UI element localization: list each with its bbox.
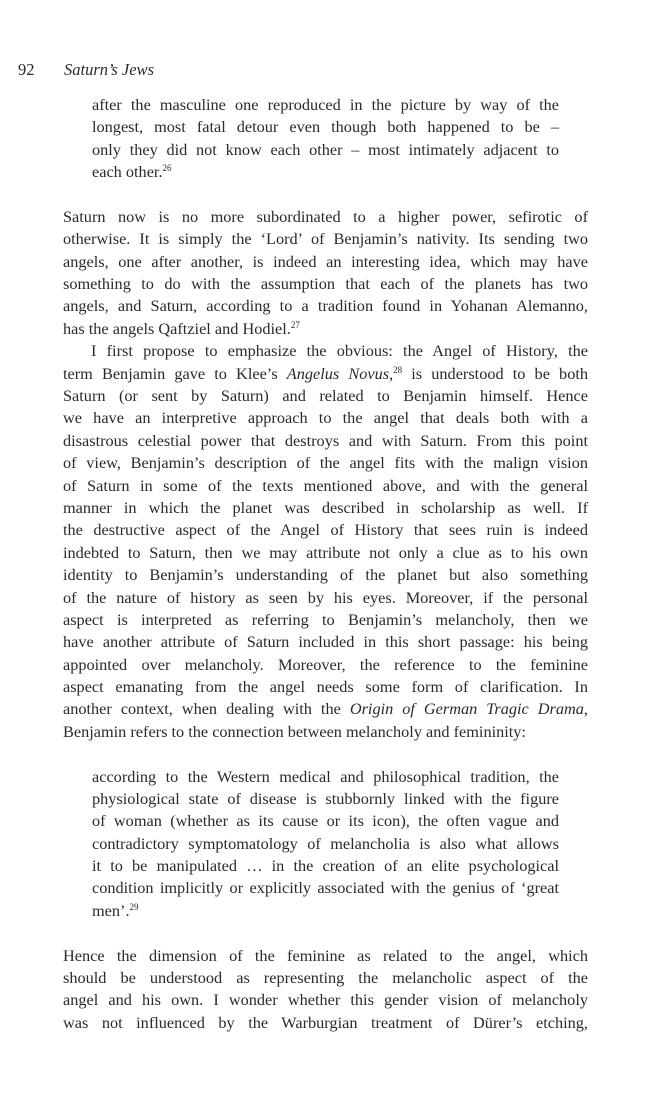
text-run: angels, and Saturn, according to a tradition found in Yohanan Alemanno, bbox=[63, 296, 588, 316]
text-line bbox=[63, 206, 588, 228]
text-run: of Saturn in some of the texts mentioned above, and with the general bbox=[63, 475, 588, 495]
text-run: of the nature of history as seen by his eyes. Moreover, if the personal bbox=[63, 587, 588, 607]
text-line bbox=[63, 519, 588, 541]
text-line bbox=[63, 989, 588, 1011]
footnote-marker: 28 bbox=[393, 364, 403, 375]
running-header bbox=[18, 58, 154, 82]
text-line bbox=[63, 676, 588, 698]
text-line bbox=[92, 766, 559, 788]
text-run: disastrous celestial power that destroys and with Saturn. From this point bbox=[63, 430, 588, 450]
text-line bbox=[92, 116, 559, 138]
text-run: physiological state of disease is stubbornly linked with the figure bbox=[92, 788, 559, 808]
text-line bbox=[63, 542, 588, 564]
text-run: of view, Benjamin’s description of the angel fits with the malign vision bbox=[63, 453, 588, 473]
text-run: contradictory symptomatology of melancholia is also what allows bbox=[92, 833, 559, 853]
text-line bbox=[63, 430, 588, 452]
text-run: after the masculine one reproduced in the picture by way of the bbox=[92, 95, 559, 114]
text-run: is understood to be both bbox=[402, 363, 588, 383]
text-run: something to do with the assumption that each of the planets has two bbox=[63, 274, 588, 294]
text-line bbox=[63, 721, 588, 743]
text-run: the destructive aspect of the Angel of History that sees ruin is indeed bbox=[63, 520, 588, 540]
text-line bbox=[63, 497, 588, 519]
text-run: Saturn (or sent by Saturn) and related to Benjamin himself. Hence bbox=[63, 385, 588, 405]
text-line bbox=[92, 94, 559, 116]
text-line bbox=[92, 855, 559, 877]
text-line bbox=[63, 631, 588, 653]
text-line bbox=[63, 698, 588, 720]
paragraph bbox=[63, 206, 588, 340]
text-run: manner in which the planet was described in scholarship as well. If bbox=[63, 497, 588, 517]
text-line bbox=[63, 228, 588, 250]
text-run: angels, one after another, is indeed an interesting idea, which may have bbox=[63, 251, 588, 271]
text-run: term Benjamin gave to Klee’s bbox=[63, 363, 287, 383]
text-line bbox=[63, 407, 588, 429]
text-run: , bbox=[583, 699, 588, 719]
text-line bbox=[92, 877, 559, 899]
text-line bbox=[63, 385, 588, 407]
text-run: Saturn now is no more subordinated to a higher power, sefirotic of bbox=[63, 206, 588, 226]
text-run: have another attribute of Saturn included in this short passage: his being bbox=[63, 632, 588, 652]
footnote-marker: 29 bbox=[129, 901, 139, 912]
italic-title: Origin of German Tragic Drama bbox=[349, 699, 584, 719]
text-line bbox=[63, 273, 588, 295]
text-line bbox=[63, 363, 588, 385]
text-line bbox=[63, 295, 588, 317]
text-run: aspect emanating from the angel needs some form of clarification. In bbox=[63, 677, 588, 697]
text-run: of woman (whether as its cause or its icon), the often vague and bbox=[92, 811, 559, 831]
italic-title: Angelus Novus bbox=[286, 363, 390, 383]
text-run: aspect is interpreted as referring to Benjamin’s melancholy, then we bbox=[63, 609, 588, 629]
paragraph-gap bbox=[63, 184, 588, 206]
block-quote bbox=[92, 94, 559, 184]
text-run: we have an interpretive approach to the angel that deals both with a bbox=[63, 408, 588, 428]
text-run: each other. bbox=[92, 162, 163, 182]
text-run: men’. bbox=[92, 900, 130, 920]
text-run: longest, most fatal detour even though both happened to be – bbox=[92, 117, 559, 137]
text-line bbox=[63, 1012, 588, 1034]
text-run: Benjamin refers to the connection between melancholy and femininity: bbox=[63, 721, 526, 741]
text-run: identity to Benjamin’s understanding of the planet but also something bbox=[63, 565, 588, 585]
text-run: was not influenced by the Warburgian treatment of Dürer’s etching, bbox=[63, 1012, 588, 1032]
page-body bbox=[63, 94, 588, 1034]
text-run: has the angels Qaftziel and Hodiel. bbox=[63, 318, 291, 338]
text-run: condition implicitly or explicitly associated with the genius of ‘great bbox=[92, 878, 559, 898]
text-line bbox=[63, 251, 588, 273]
text-run: should be understood as representing the melancholic aspect of the bbox=[63, 967, 588, 987]
text-run: another context, when dealing with the bbox=[63, 699, 350, 719]
text-run: , bbox=[389, 363, 394, 383]
text-run: Hence the dimension of the feminine as related to the angel, which bbox=[63, 945, 588, 965]
paragraph bbox=[63, 340, 588, 743]
paragraph bbox=[63, 945, 588, 1035]
text-line bbox=[63, 609, 588, 631]
footnote-marker: 27 bbox=[290, 319, 300, 330]
text-line bbox=[92, 810, 559, 832]
text-line bbox=[63, 967, 588, 989]
text-line bbox=[63, 475, 588, 497]
text-line bbox=[92, 788, 559, 810]
text-line bbox=[63, 654, 588, 676]
text-run: indebted to Saturn, then we may attribute not only a clue as to his own bbox=[63, 542, 588, 562]
text-line bbox=[63, 452, 588, 474]
paragraph-gap bbox=[63, 922, 588, 944]
text-line bbox=[92, 161, 559, 183]
text-run: only they did not know each other – most intimately adjacent to bbox=[92, 139, 559, 159]
text-line bbox=[92, 833, 559, 855]
text-run: I first propose to emphasize the obvious: the Angel of History, the bbox=[91, 341, 588, 361]
text-line bbox=[63, 945, 588, 967]
text-run: appointed over melancholy. Moreover, the reference to the feminine bbox=[63, 654, 588, 674]
paragraph-gap bbox=[63, 743, 588, 765]
text-line bbox=[63, 587, 588, 609]
text-run: according to the Western medical and philosophical tradition, the bbox=[92, 766, 559, 786]
text-run: otherwise. It is simply the ‘Lord’ of Benjamin’s nativity. Its sending two bbox=[63, 229, 588, 249]
running-title: Saturn’s Jews bbox=[64, 60, 154, 79]
text-run: angel and his own. I wonder whether this gender vision of melancholy bbox=[63, 990, 588, 1010]
text-line bbox=[92, 139, 559, 161]
footnote-marker: 26 bbox=[162, 163, 172, 174]
text-line bbox=[63, 340, 588, 362]
text-line bbox=[63, 318, 588, 340]
text-line bbox=[63, 564, 588, 586]
text-run: it to be manipulated … in the creation of an elite psychological bbox=[92, 856, 559, 876]
text-line bbox=[92, 900, 559, 922]
page-number: 92 bbox=[18, 60, 35, 79]
block-quote bbox=[92, 766, 559, 923]
